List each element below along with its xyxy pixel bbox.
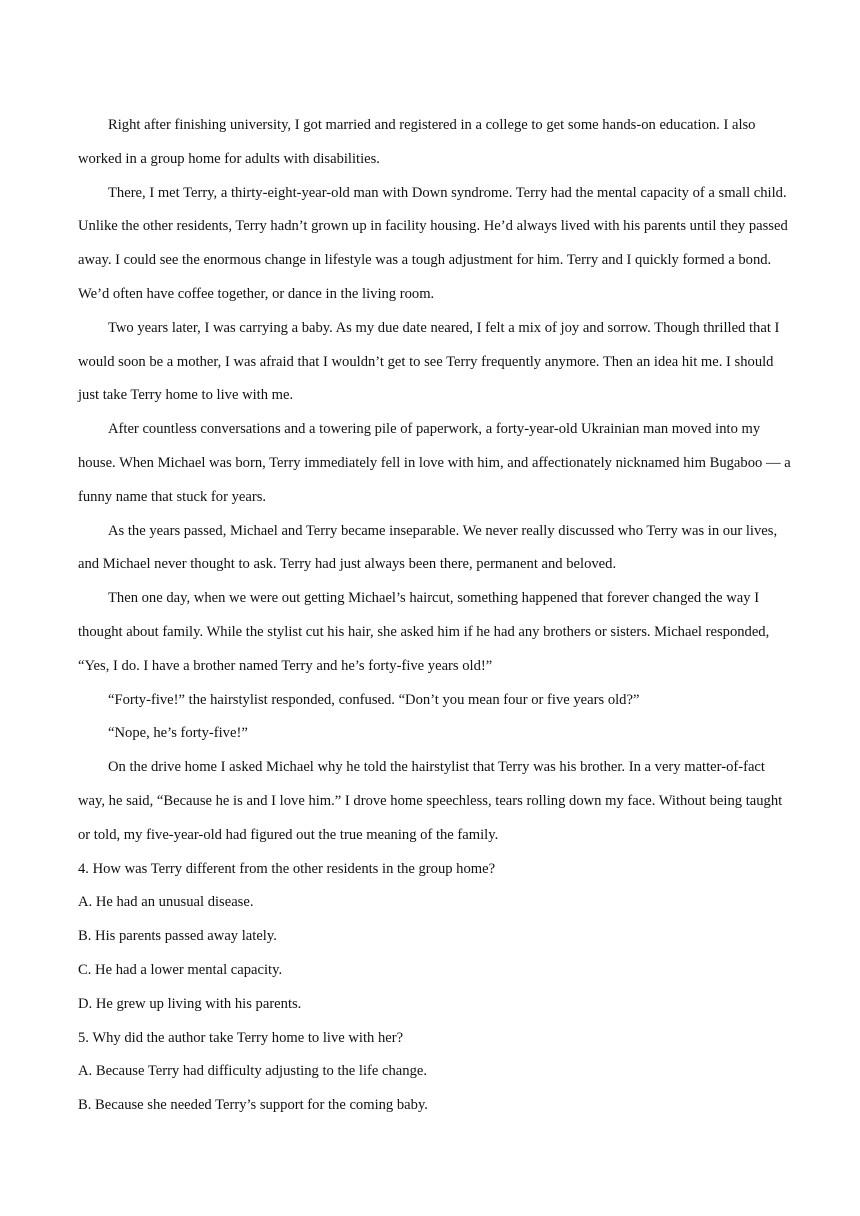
question-4 (78, 853, 793, 1022)
document-page (78, 109, 793, 1123)
passage-paragraph-9: On the drive home I asked Michael why he told the hairstylist that Terry was his brother. In a very matter-of-fact way, he said, “Because he is and I love him.” I drove home speechless, tears rolling down my face. Without being taught or told, my five-year-old had figured out the true meaning of the family. (78, 759, 783, 843)
question-4-option-d: D. He grew up living with his parents. (78, 995, 302, 1012)
question-4-stem: 4. How was Terry different from the other residents in the group home? (78, 860, 496, 877)
passage-paragraph-8: “Nope, he’s forty-five!” (108, 725, 248, 742)
question-4-option-c: C. He had a lower mental capacity. (78, 961, 283, 978)
passage-paragraph-4: After countless conversations and a towering pile of paperwork, a forty-year-old Ukrainian man moved into my house. When Michael was born, Terry immediately fell in love with him, and affectionately nicknamed him Bugaboo — a funny name that stuck for years. (78, 421, 791, 505)
passage-paragraph-6: Then one day, when we were out getting Michael’s haircut, something happened that forever changed the way I thought about family. While the stylist cut his hair, she asked him if he had any brothers or sisters. Michael responded, “Yes, I do. I have a brother named Terry and he’s forty-five years old!” (78, 590, 770, 674)
question-5-option-a: A. Because Terry had difficulty adjusting to the life change. (78, 1063, 427, 1080)
question-5 (78, 1022, 793, 1123)
passage-paragraph-7: “Forty-five!” the hairstylist responded, confused. “Don’t you mean four or five years old?” (108, 691, 640, 708)
question-5-option-b: B. Because she needed Terry’s support for the coming baby. (78, 1097, 428, 1114)
question-4-option-b: B. His parents passed away lately. (78, 928, 277, 945)
passage-paragraph-1: Right after finishing university, I got married and registered in a college to get some hands-on education. I also worked in a group home for adults with disabilities. (78, 117, 756, 167)
passage-paragraph-5: As the years passed, Michael and Terry became inseparable. We never really discussed who Terry was in our lives, and Michael never thought to ask. Terry had just always been there, permanent and beloved. (78, 522, 778, 573)
question-5-stem: 5. Why did the author take Terry home to live with her? (78, 1029, 404, 1046)
question-4-option-a: A. He had an unusual disease. (78, 894, 254, 911)
passage-paragraph-2: There, I met Terry, a thirty-eight-year-old man with Down syndrome. Terry had the mental capacity of a small child. Unlike the other residents, Terry hadn’t grown up in facility housing. He’d always lived with his parents until they passed away. I could see the enormous change in lifestyle was a tough adjustment for him. Terry and I quickly formed a bond. We’d often have coffee together, or dance in the living room. (78, 184, 788, 302)
passage-paragraph-3: Two years later, I was carrying a baby. As my due date neared, I felt a mix of joy and sorrow. Though thrilled that I would soon be a mother, I was afraid that I wouldn’t get to see Terry frequently anymore. Then an idea hit me. I should just take Terry home to live with me. (78, 319, 780, 404)
reading-passage (78, 109, 793, 853)
